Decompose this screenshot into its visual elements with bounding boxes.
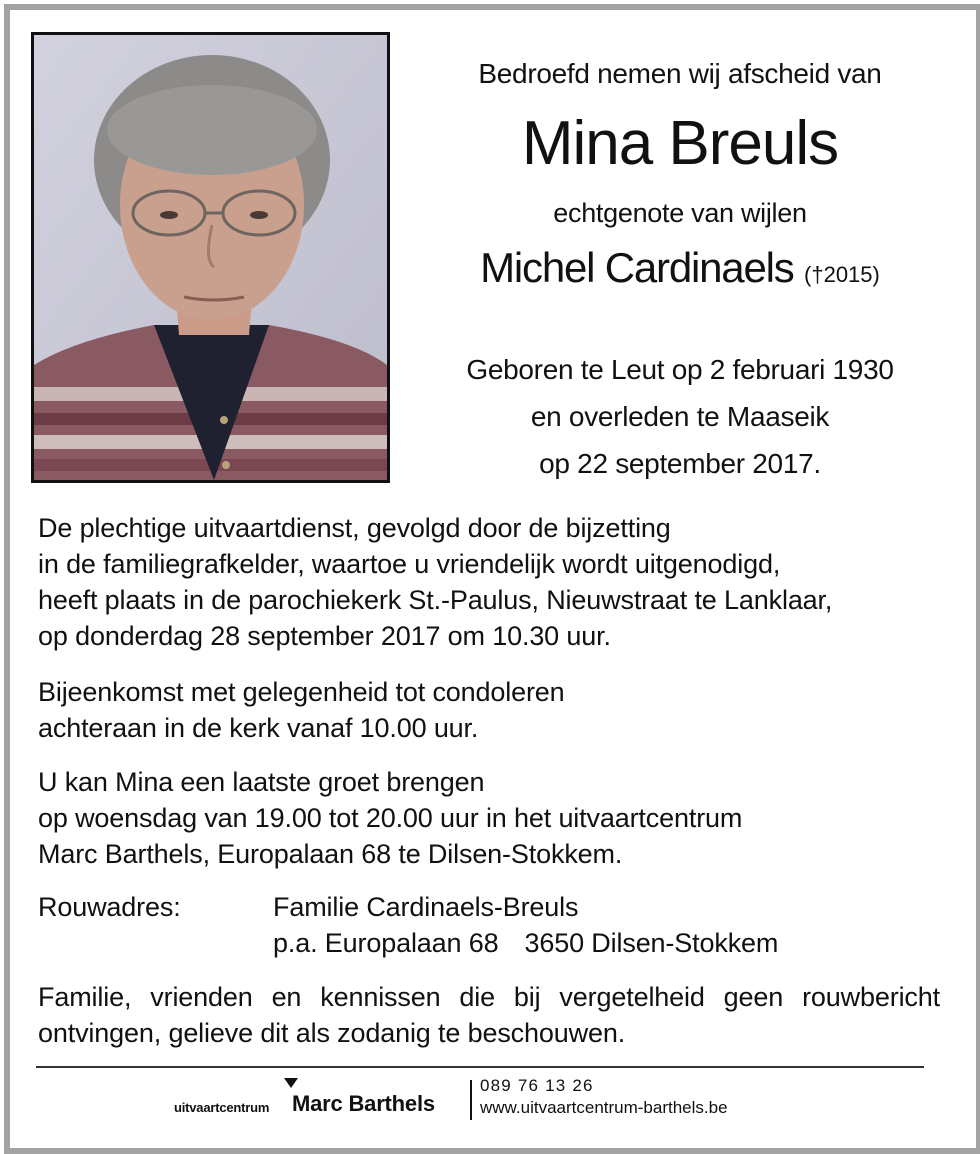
intro-text: Bedroefd nemen wij afscheid van bbox=[478, 58, 882, 89]
funeral-line: heeft plaats in de parochiekerk St.-Paulus, Nieuwstraat te Lanklaar, bbox=[38, 585, 833, 615]
death-place-line: en overleden te Maaseik bbox=[530, 401, 830, 432]
portrait-photo bbox=[31, 32, 390, 483]
funeral-line: De plechtige uitvaartdienst, gevolgd door de bijzetting bbox=[38, 513, 671, 543]
visitation-paragraph bbox=[38, 764, 948, 872]
birth-death-block bbox=[430, 346, 930, 487]
footer-website[interactable]: www.uitvaartcentrum-barthels.be bbox=[480, 1098, 728, 1117]
footer-divider bbox=[36, 1066, 924, 1068]
footer-phone: 089 76 13 26 bbox=[480, 1076, 594, 1095]
spouse-death-year: (†2015) bbox=[804, 262, 880, 287]
address-city: 3650 Dilsen-Stokkem bbox=[524, 928, 779, 958]
condolences-line: Bijeenkomst met gelegenheid tot condoleren bbox=[38, 677, 565, 707]
spouse-intro-text: echtgenote van wijlen bbox=[553, 198, 807, 228]
closing-line: ontvingen, gelieve dit als zodanig te beschouwen. bbox=[38, 1018, 626, 1048]
spouse-name: Michel Cardinaels bbox=[480, 244, 794, 291]
condolences-line: achteraan in de kerk vanaf 10.00 uur. bbox=[38, 713, 479, 743]
funeral-paragraph bbox=[38, 510, 948, 654]
closing-paragraph bbox=[38, 979, 940, 1051]
address-label: Rouwadres: bbox=[38, 892, 181, 922]
footer-separator bbox=[470, 1080, 472, 1120]
visitation-line: op woensdag van 19.00 tot 20.00 uur in het uitvaartcentrum bbox=[38, 803, 743, 833]
footer bbox=[0, 1076, 980, 1126]
address-family: Familie Cardinaels-Breuls bbox=[273, 892, 579, 922]
footer-brand: Marc Barthels bbox=[292, 1091, 435, 1116]
spouse-line bbox=[430, 244, 930, 292]
mourning-address bbox=[38, 889, 948, 961]
address-street: p.a. Europalaan 68 bbox=[273, 928, 499, 958]
funeral-line: op donderdag 28 september 2017 om 10.30 uur. bbox=[38, 621, 611, 651]
visitation-line: U kan Mina een laatste groet brengen bbox=[38, 767, 485, 797]
closing-line: Familie, vrienden en kennissen die bij vergetelheid geen rouwbericht bbox=[38, 982, 940, 1012]
condolences-paragraph bbox=[38, 674, 948, 746]
funeral-line: in de familiegrafkelder, waartoe u vriendelijk wordt uitgenodigd, bbox=[38, 549, 781, 579]
birth-line: Geboren te Leut op 2 februari 1930 bbox=[466, 354, 894, 385]
footer-prefix: uitvaartcentrum bbox=[174, 1100, 270, 1115]
visitation-line: Marc Barthels, Europalaan 68 te Dilsen-Stokkem. bbox=[38, 839, 623, 869]
death-date-line: op 22 september 2017. bbox=[539, 448, 821, 479]
deceased-name: Mina Breuls bbox=[521, 109, 839, 178]
portrait-illustration bbox=[34, 35, 387, 480]
triangle-logo-icon bbox=[284, 1078, 298, 1088]
